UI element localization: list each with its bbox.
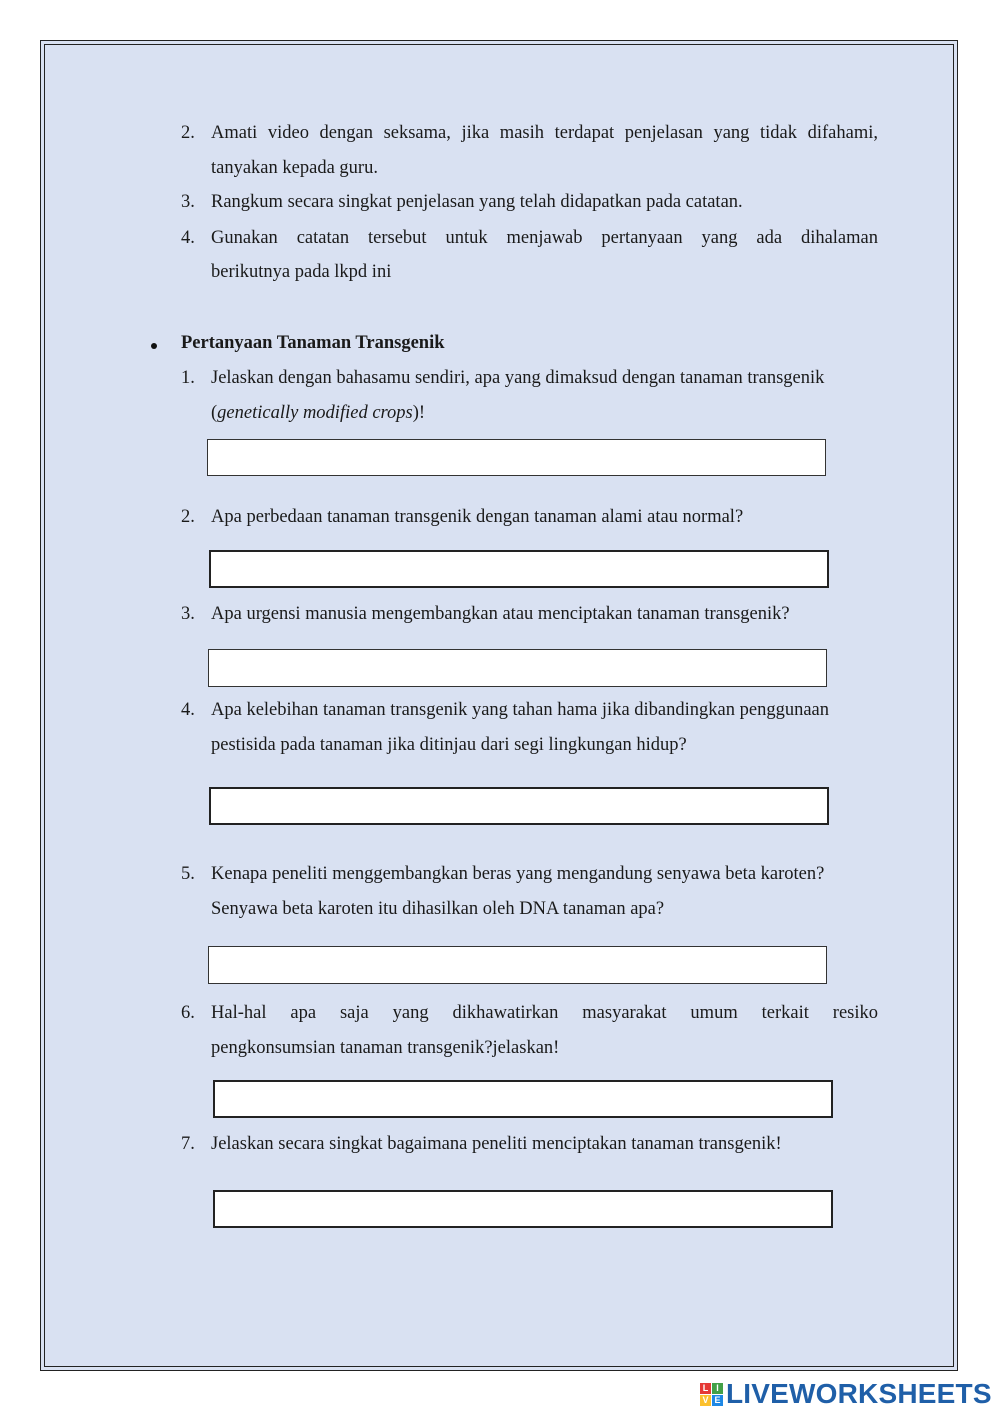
instruction-number: 3. <box>181 192 195 212</box>
instruction-text: Rangkum secara singkat penjelasan yang telah didapatkan pada catatan. <box>211 192 743 212</box>
instruction-number: 4. <box>181 228 195 248</box>
question-number: 3. <box>181 604 195 624</box>
italic-term: genetically modified crops <box>217 403 413 423</box>
logo-text: LIVEWORKSHEETS <box>726 1378 992 1409</box>
answer-box-5[interactable] <box>208 946 827 984</box>
question-number: 7. <box>181 1134 195 1154</box>
answer-box-1[interactable] <box>207 439 826 476</box>
instruction-text: Amati video dengan seksama, jika masih terdapat penjelasan yang tidak difahami, <box>211 123 878 143</box>
question-text: Kenapa peneliti menggembangkan beras yang mengandung senyawa beta karoten? <box>211 864 825 884</box>
question-text: pengkonsumsian tanaman transgenik?jelaskan! <box>211 1038 560 1058</box>
instruction-text: Gunakan catatan tersebut untuk menjawab pertanyaan yang ada dihalaman <box>211 228 878 248</box>
question-text: pestisida pada tanaman jika ditinjau dari segi lingkungan hidup? <box>211 735 687 755</box>
instruction-text: berikutnya pada lkpd ini <box>211 262 392 282</box>
question-text: Apa kelebihan tanaman transgenik yang tahan hama jika dibandingkan penggunaan <box>211 700 829 720</box>
question-number: 5. <box>181 864 195 884</box>
answer-box-2[interactable] <box>209 550 829 588</box>
question-number: 6. <box>181 1003 195 1023</box>
bullet-icon <box>151 343 157 349</box>
question-text: Apa perbedaan tanaman transgenik dengan tanaman alami atau normal? <box>211 507 744 527</box>
question-text: Jelaskan dengan bahasamu sendiri, apa yang dimaksud dengan tanaman transgenik <box>211 368 825 388</box>
answer-box-6[interactable] <box>213 1080 833 1118</box>
question-number: 4. <box>181 700 195 720</box>
question-text: Apa urgensi manusia mengembangkan atau menciptakan tanaman transgenik? <box>211 604 790 624</box>
question-number: 1. <box>181 368 195 388</box>
section-title: Pertanyaan Tanaman Transgenik <box>181 333 445 353</box>
question-text-line2: (genetically modified crops)! <box>211 403 426 423</box>
logo-mark-icon: L I V E <box>700 1383 723 1406</box>
question-number: 2. <box>181 507 195 527</box>
question-text: Hal-hal apa saja yang dikhawatirkan masyarakat umum terkait resiko <box>211 1003 878 1023</box>
question-text: Jelaskan secara singkat bagaimana peneliti menciptakan tanaman transgenik! <box>211 1134 782 1154</box>
question-text: Senyawa beta karoten itu dihasilkan oleh DNA tanaman apa? <box>211 899 665 919</box>
answer-box-4[interactable] <box>209 787 829 825</box>
instruction-text: tanyakan kepada guru. <box>211 158 378 178</box>
answer-box-7[interactable] <box>213 1190 833 1228</box>
liveworksheets-logo[interactable] <box>700 1378 992 1410</box>
answer-box-3[interactable] <box>208 649 827 687</box>
instruction-number: 2. <box>181 123 195 143</box>
